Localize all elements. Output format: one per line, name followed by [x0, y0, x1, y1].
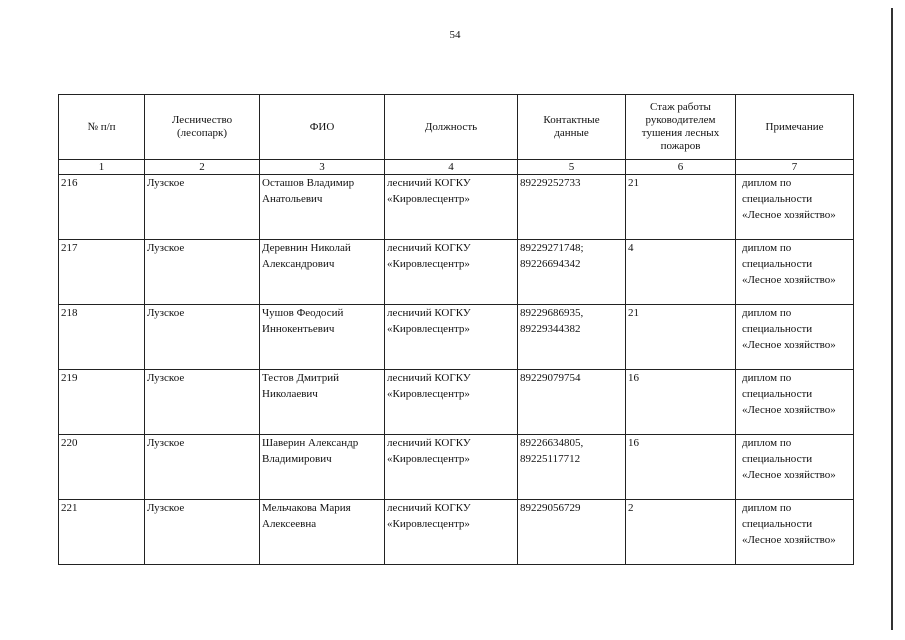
cell-contacts — [518, 240, 626, 305]
col-header-forestry — [145, 95, 260, 160]
cell-full-name — [260, 435, 385, 500]
cell-forestry: Лузское — [145, 370, 260, 435]
cell-row-number: 218 — [59, 305, 145, 370]
cell-position — [385, 305, 518, 370]
forest-fire-leaders-table — [58, 94, 854, 565]
cell-experience: 21 — [626, 175, 736, 240]
cell-line: «Лесное хозяйство» — [742, 339, 836, 351]
table-row — [59, 240, 854, 305]
cell-contacts — [518, 175, 626, 240]
cell-forestry: Лузское — [145, 175, 260, 240]
page-number: 54 — [449, 29, 461, 41]
cell-contacts — [518, 370, 626, 435]
cell-line: Владимирович — [262, 453, 332, 465]
table-row — [59, 305, 854, 370]
cell-position — [385, 240, 518, 305]
cell-line: 89229271748; — [520, 242, 584, 254]
cell-contacts — [518, 305, 626, 370]
cell-line: «Лесное хозяйство» — [742, 404, 836, 416]
cell-line: «Кировлесцентр» — [387, 193, 470, 205]
table-row — [59, 370, 854, 435]
cell-row-number: 216 — [59, 175, 145, 240]
cell-forestry: Лузское — [145, 305, 260, 370]
cell-line: 89229344382 — [520, 323, 581, 335]
cell-line: данные — [554, 127, 589, 139]
cell-forestry: Лузское — [145, 500, 260, 565]
cell-line: диплом по — [742, 502, 792, 514]
cell-line: лесничий КОГКУ — [387, 307, 471, 319]
cell-full-name — [260, 305, 385, 370]
scan-edge-line — [891, 8, 893, 630]
cell-line: тушения лесных — [641, 127, 720, 139]
cell-line: Мельчакова Мария — [262, 502, 351, 514]
cell-line: Должность — [424, 120, 478, 133]
cell-contacts — [518, 500, 626, 565]
cell-line: Шаверин Александр — [262, 437, 359, 449]
cell-experience: 2 — [626, 500, 736, 565]
table-row — [59, 435, 854, 500]
cell-note — [736, 305, 854, 370]
cell-line: Стаж работы — [650, 101, 711, 113]
table-row — [59, 175, 854, 240]
cell-experience: 21 — [626, 305, 736, 370]
cell-line: диплом по — [742, 242, 792, 254]
cell-line: «Лесное хозяйство» — [742, 469, 836, 481]
cell-experience: 4 — [626, 240, 736, 305]
cell-line: Чушов Феодосий — [262, 307, 344, 319]
cell-line: диплом по — [742, 372, 792, 384]
cell-row-number: 220 — [59, 435, 145, 500]
cell-line: Примечание — [765, 120, 824, 133]
col-header-no — [59, 95, 145, 160]
cell-forestry: Лузское — [145, 240, 260, 305]
col-header-name — [260, 95, 385, 160]
cell-line: «Лесное хозяйство» — [742, 534, 836, 546]
cell-line: Контактные — [543, 114, 600, 126]
column-number-row — [59, 160, 854, 175]
cell-note — [736, 175, 854, 240]
cell-line: 89229056729 — [520, 502, 581, 514]
cell-note — [736, 435, 854, 500]
col-header-position — [385, 95, 518, 160]
cell-note — [736, 500, 854, 565]
cell-line: Иннокентьевич — [262, 323, 335, 335]
cell-line: «Кировлесцентр» — [387, 518, 470, 530]
column-number: 7 — [736, 160, 854, 175]
column-number: 3 — [260, 160, 385, 175]
cell-line: 89229686935, — [520, 307, 584, 319]
cell-line: ФИО — [309, 120, 335, 133]
cell-line: Александрович — [262, 258, 335, 270]
cell-line: специальности — [742, 323, 813, 335]
cell-line: лесничий КОГКУ — [387, 437, 471, 449]
cell-line: Осташов Владимир — [262, 177, 355, 189]
cell-forestry: Лузское — [145, 435, 260, 500]
cell-line: специальности — [742, 388, 813, 400]
col-header-note — [736, 95, 854, 160]
cell-row-number: 219 — [59, 370, 145, 435]
cell-full-name — [260, 240, 385, 305]
cell-line: «Лесное хозяйство» — [742, 209, 836, 221]
cell-line: «Лесное хозяйство» — [742, 274, 836, 286]
column-number: 5 — [518, 160, 626, 175]
cell-position — [385, 175, 518, 240]
cell-line: «Кировлесцентр» — [387, 388, 470, 400]
cell-line: специальности — [742, 453, 813, 465]
cell-line: Деревнин Николай — [262, 242, 351, 254]
column-number: 2 — [145, 160, 260, 175]
cell-line: диплом по — [742, 437, 792, 449]
cell-line: диплом по — [742, 177, 792, 189]
cell-position — [385, 435, 518, 500]
cell-line: лесничий КОГКУ — [387, 177, 471, 189]
cell-line: (лесопарк) — [177, 127, 227, 139]
cell-line: лесничий КОГКУ — [387, 502, 471, 514]
cell-line: Лесничество — [171, 114, 233, 126]
cell-row-number: 221 — [59, 500, 145, 565]
cell-line: «Кировлесцентр» — [387, 258, 470, 270]
cell-line: Анатольевич — [262, 193, 323, 205]
cell-line: лесничий КОГКУ — [387, 372, 471, 384]
cell-line: Алексеевна — [262, 518, 317, 530]
cell-full-name — [260, 175, 385, 240]
cell-line: руководителем — [645, 114, 716, 126]
cell-line: специальности — [742, 193, 813, 205]
col-header-experience — [626, 95, 736, 160]
cell-experience: 16 — [626, 370, 736, 435]
cell-line: диплом по — [742, 307, 792, 319]
cell-line: 89226694342 — [520, 258, 581, 270]
cell-line: 89229252733 — [520, 177, 581, 189]
column-number: 1 — [59, 160, 145, 175]
cell-line: 89229079754 — [520, 372, 581, 384]
header-row — [59, 95, 854, 160]
cell-line: Тестов Дмитрий — [262, 372, 340, 384]
col-header-contacts — [518, 95, 626, 160]
cell-position — [385, 500, 518, 565]
column-number: 6 — [626, 160, 736, 175]
cell-line: пожаров — [660, 140, 701, 152]
cell-row-number: 217 — [59, 240, 145, 305]
cell-full-name — [260, 370, 385, 435]
table-row — [59, 500, 854, 565]
cell-line: специальности — [742, 518, 813, 530]
cell-contacts — [518, 435, 626, 500]
cell-experience: 16 — [626, 435, 736, 500]
table-body — [59, 175, 854, 565]
cell-line: специальности — [742, 258, 813, 270]
cell-full-name — [260, 500, 385, 565]
cell-line: 89225117712 — [520, 453, 581, 465]
column-number: 4 — [385, 160, 518, 175]
cell-note — [736, 370, 854, 435]
cell-line: 89226634805, — [520, 437, 584, 449]
cell-line: «Кировлесцентр» — [387, 323, 470, 335]
cell-line: «Кировлесцентр» — [387, 453, 470, 465]
cell-line: № п/п — [87, 120, 116, 133]
cell-line: Николаевич — [262, 388, 318, 400]
cell-line: лесничий КОГКУ — [387, 242, 471, 254]
cell-note — [736, 240, 854, 305]
cell-position — [385, 370, 518, 435]
